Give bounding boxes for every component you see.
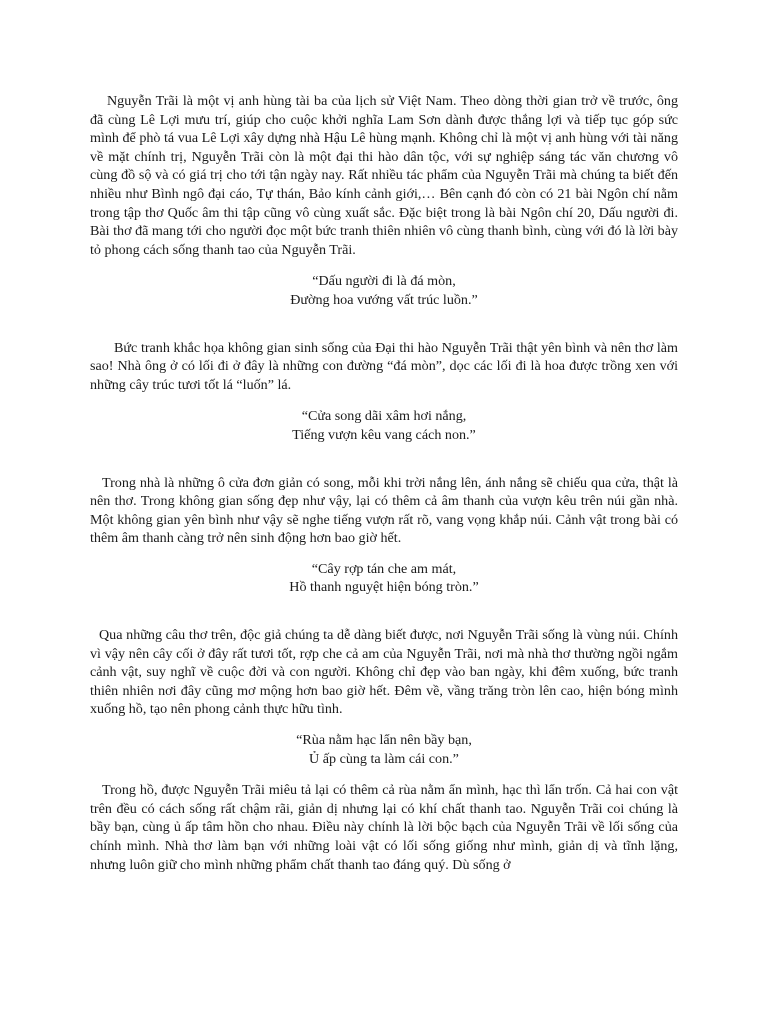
verse-line: Đường hoa vướng vất trúc luồn.” [290,291,478,308]
paragraph-intro: Nguyễn Trãi là một vị anh hùng tài ba của lịch sử Việt Nam. Theo dòng thời gian trở về trước, ông đã cùng Lê Lợi mưu trí, giúp cho cuộc khởi nghĩa Lam Sơn dành được thắng lợi và tiếp tục góp sức mình để phò tá vua Lê Lợi xây dựng nhà Hậu Lê hùng mạnh. Không chỉ là một vị anh hùng với tài năng về mặt chính trị, Nguyễn Trãi còn là một đại thi hào dân tộc, với sự nghiệp sáng tác văn chương vô cùng đồ sộ và có giá trị cho tới tận ngày nay. Rất nhiều tác phẩm của Nguyễn Trãi mà chúng ta biết đến nhiều như Bình ngô đại cáo, Tự thán, Bảo kính cảnh giới,… Bên cạnh đó còn có 21 bài Ngôn chí nằm trong tập thơ Quốc âm thi tập cũng vô cùng xuất sắc. Đặc biệt trong là bài Ngôn chí 20, Dấu người đi. Bài thơ đã mang tới cho người đọc một bức tranh thiên nhiên vô cùng thanh bình, cùng với đó là lời bày tỏ phong cách sống thanh tao của Nguyễn Trãi. [90,93,678,258]
verse-line: “Rùa nằm hạc lẩn nên bầy bạn, [296,732,472,749]
verse-line: Ủ ấp cùng ta làm cái con.” [309,750,459,767]
paragraph-5: Trong hồ, được Nguyễn Trãi miêu tả lại có thêm cả rùa nằm ẩn mình, hạc thì lẩn trốn. Cả hai con vật trên đều có cách sống rất chậm rãi, giản dị nhưng lại có khí chất thanh tao. Nguyễn Trãi coi chúng là bầy bạn, cùng ủ ấp tâm hồn cho nhau. Điều này chính là lời bộc bạch của Nguyễn Trãi về lối sống của chính mình. Nhà thơ làm bạn với những loài vật có lối sống giống như mình, giản dị và tĩnh lặng, nhưng luôn giữ cho mình những phẩm chất thanh tao đáng quý. Dù sống ở [90,782,678,873]
verse-quote-4 [90,731,678,768]
verse-quote-1 [90,272,678,309]
verse-quote-3 [90,560,678,597]
paragraph-3: Trong nhà là những ô cửa đơn giản có song, mỗi khi trời nắng lên, ánh nắng sẽ chiếu qua cửa, thật là nên thơ. Trong không gian sống đẹp như vậy, lại có thêm cả âm thanh của vượn kêu trên núi gần nhà. Một không gian yên bình như vậy sẽ nghe tiếng vượn rất rõ, vang vọng khắp núi. Cảnh vật trong bài có thêm âm thanh càng trở nên sinh động hơn bao giờ hết. [90,474,678,547]
verse-line: Hồ thanh nguyệt hiện bóng tròn.” [289,579,479,596]
verse-quote-2 [90,407,678,444]
verse-line: “Cây rợp tán che am mát, [311,560,457,577]
verse-line: “Cửa song dãi xâm hơi nắng, [301,408,467,425]
paragraph-2: Bức tranh khắc họa không gian sinh sống của Đại thi hào Nguyễn Trãi thật yên bình và nên thơ làm sao! Nhà ông ở có lối đi ở đây là những con đường “đá mòn”, dọc các lối đi là hoa được trồng xen với những cây trúc tươi tốt lá “luốn” lá. [90,339,678,393]
verse-line: Tiếng vượn kêu vang cách non.” [292,426,476,443]
paragraph-4: Qua những câu thơ trên, độc giả chúng ta dễ dàng biết được, nơi Nguyễn Trãi sống là vùng núi. Chính vì vậy nên cây cối ở đây rất tươi tốt, rợp che cả am của Nguyễn Trãi, nơi mà nhà thơ thường ngồi ngắm cảnh vật, suy nghĩ về cuộc đời và con người. Không chỉ đẹp vào ban ngày, khi đêm xuống, bức tranh thiên nhiên nơi đây cũng mơ mộng hơn bao giờ hết. Đêm về, vầng trăng tròn lên cao, hiện bóng mình xuống hồ, tạo nên phong cảnh thực hữu tình. [90,627,678,718]
verse-line: “Dấu người đi là đá mòn, [312,273,456,290]
document-page [90,92,678,874]
